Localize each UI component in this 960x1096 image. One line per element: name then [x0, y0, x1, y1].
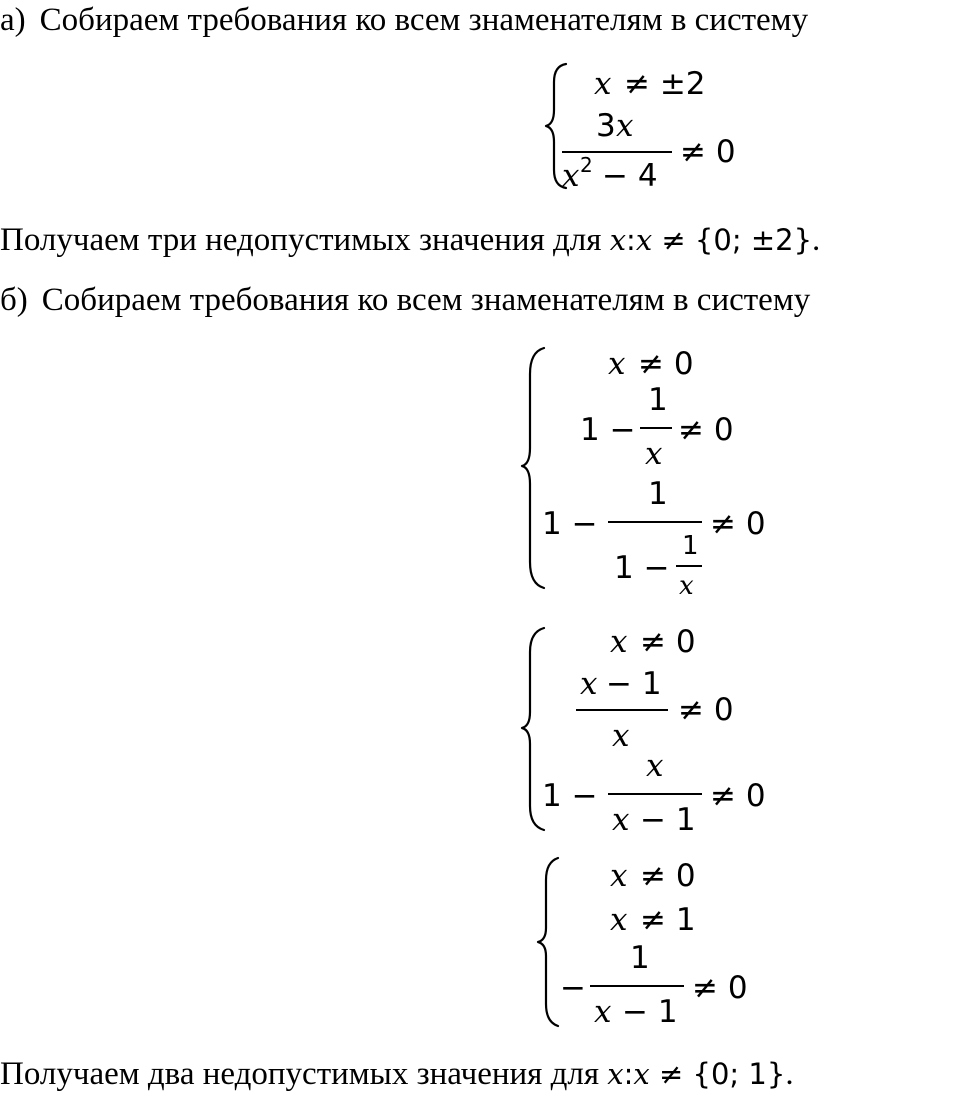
part-b-system-1: [516, 340, 786, 600]
part-a-row2-den-var: x: [562, 158, 580, 194]
part-b-s1-row3-den-den: x: [679, 571, 694, 600]
part-b-result-line: [0, 1054, 794, 1094]
part-b-s2-row3-rel: ≠ 0: [710, 778, 766, 814]
part-b-s1-row1-var: x: [608, 346, 626, 382]
part-b-s1-row1-rel: ≠ 0: [638, 346, 694, 382]
part-b-system-2-brace: [522, 628, 544, 830]
part-a-result-end: .: [812, 222, 821, 258]
part-b-s3-row2-var: x: [610, 902, 628, 938]
part-b-result-colon: :: [623, 1057, 634, 1091]
part-a-marker: а): [0, 2, 26, 38]
part-b-s3-row1-var: x: [610, 858, 628, 894]
part-b-s3-row3-num: 1: [630, 940, 650, 976]
part-b-s3-row3-lead: −: [560, 970, 586, 1006]
part-b-s2-row1-rel: ≠ 0: [640, 624, 696, 660]
part-b-system-1-brace: [522, 348, 544, 588]
part-b-s3-row3-rel: ≠ 0: [692, 970, 748, 1006]
part-b-result-end: .: [785, 1056, 794, 1092]
part-a-row2-num-coef: 3: [596, 108, 616, 144]
part-b-system-3-brace: [538, 858, 558, 1026]
part-a-system: [540, 58, 760, 198]
part-b-s1-row3-den-lead: 1 −: [614, 550, 670, 586]
part-b-intro-text: Собираем требования ко всем знаменателям в систему: [41, 282, 811, 318]
part-b-s2-row3-lead: 1 −: [542, 778, 598, 814]
part-a-intro-text: Собираем требования ко всем знаменателям в систему: [39, 2, 809, 38]
part-a-result-line: [0, 220, 820, 260]
part-b-s1-row3-num: 1: [648, 476, 668, 512]
part-a-row2-den-rest: − 4: [602, 158, 658, 194]
part-a-result-text: Получаем три недопустимых значения для: [0, 222, 610, 258]
part-b-s1-row2-lead: 1 −: [580, 412, 636, 448]
part-b-s2-row2-num-var: x: [580, 666, 598, 702]
part-b-s1-row2-num: 1: [648, 382, 668, 418]
part-b-s3-row3-den-var: x: [594, 994, 612, 1030]
part-b-s1-row2-den: x: [645, 436, 663, 472]
part-b-s3-row3-den-rest: − 1: [622, 994, 678, 1030]
part-b-s1-row2-rel: ≠ 0: [678, 412, 734, 448]
part-a-row1-var: x: [594, 66, 612, 102]
part-a-row1-rel: ≠ ±2: [624, 66, 706, 102]
part-a-result-var: x: [609, 223, 627, 257]
part-b-result-text: Получаем два недопустимых значения для: [0, 1056, 608, 1092]
part-b-s3-row1-rel: ≠ 0: [640, 858, 696, 894]
part-b-s2-row3-den-rest: − 1: [640, 802, 696, 838]
part-a-row2-den-exp: 2: [580, 153, 593, 177]
part-b-result-var: x: [607, 1057, 624, 1091]
part-a-row2-num-var: x: [616, 108, 634, 144]
part-b-s2-row1-var: x: [610, 624, 628, 660]
part-a-result-colon: :: [626, 223, 636, 257]
part-b-s2-row2-num-rest: − 1: [606, 666, 662, 702]
part-b-s1-row3-den-num: 1: [682, 531, 699, 561]
part-b-marker: б): [0, 282, 28, 318]
part-b-s2-row3-den-var: x: [612, 802, 630, 838]
part-a-result-var2: x: [635, 223, 653, 257]
part-a-intro-line: [0, 0, 808, 40]
part-b-s1-row3-rel: ≠ 0: [710, 506, 766, 542]
part-a-result-set: ≠ {0; ±2}: [652, 223, 813, 257]
part-b-result-set: ≠ {0; 1}: [649, 1057, 786, 1091]
part-b-system-3: [532, 852, 772, 1034]
part-b-intro-line: [0, 280, 810, 320]
part-b-s2-row2-rel: ≠ 0: [678, 692, 734, 728]
part-a-row2-rel: ≠ 0: [680, 134, 736, 170]
part-b-s1-row3-lead: 1 −: [542, 506, 598, 542]
part-b-system-2: [516, 620, 786, 840]
part-b-s2-row3-num: x: [646, 748, 664, 784]
part-b-result-var2: x: [633, 1057, 650, 1091]
part-b-s3-row2-rel: ≠ 1: [640, 902, 696, 938]
part-b-s2-row2-den: x: [612, 718, 630, 754]
